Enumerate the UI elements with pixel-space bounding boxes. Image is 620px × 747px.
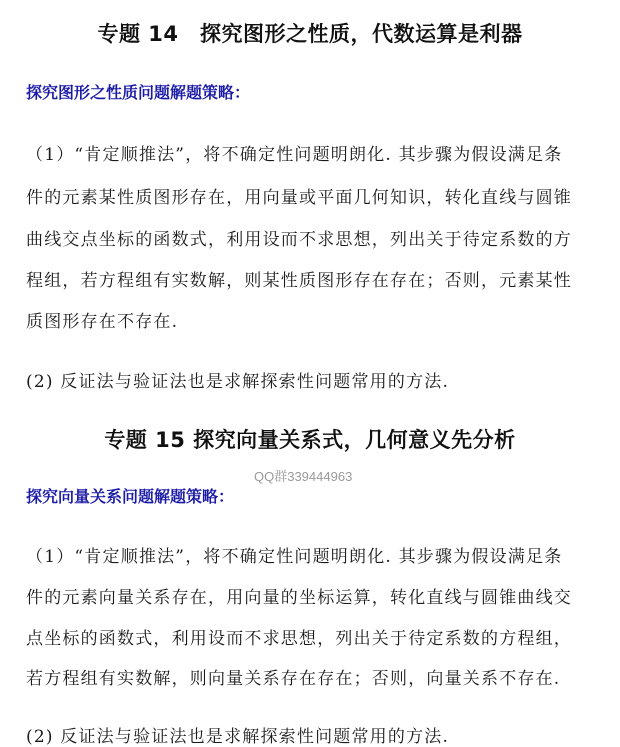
section-14-paragraph-2: (2) 反证法与验证法也是求解探索性问题常用的方法. — [26, 372, 450, 392]
section-15-paragraph-line: 若方程组有实数解，则向量关系存在存在；否则，向量关系不存在. — [26, 669, 561, 689]
section-15-paragraph-line: 点坐标的函数式，利用设而不求思想，列出关于待定系数的方程组， — [26, 629, 572, 649]
section-14-paragraph-line: 曲线交点坐标的函数式，利用设而不求思想，列出关于待定系数的方 — [26, 230, 572, 250]
section-14-paragraph-line: 质图形存在不存在. — [26, 312, 179, 332]
section-14-paragraph-line: 件的元素某性质图形存在，用向量或平面几何知识，转化直线与圆锥 — [26, 188, 572, 208]
section-15-paragraph-line: （1）“肯定顺推法”，将不确定性问题明朗化. 其步骤为假设满足条 — [26, 547, 563, 567]
section-15-paragraph-line: 件的元素向量关系存在，用向量的坐标运算，转化直线与圆锥曲线交 — [26, 588, 572, 608]
section-14-strategy-title: 探究图形之性质问题解题策略： — [26, 83, 251, 102]
section-14-paragraph-line: （1）“肯定顺推法”，将不确定性问题明朗化. 其步骤为假设满足条 — [26, 145, 563, 165]
section-15-paragraph-2: (2) 反证法与验证法也是求解探索性问题常用的方法. — [26, 727, 450, 747]
watermark-text: QQ群339444963 — [254, 469, 353, 484]
section-15-strategy-title: 探究向量关系问题解题策略： — [26, 487, 235, 506]
section-14-paragraph-line: 程组，若方程组有实数解，则某性质图形存在存在；否则，元素某性 — [26, 271, 572, 291]
section-14-title: 专题 14 探究图形之性质，代数运算是利器 — [97, 22, 523, 46]
section-15-title: 专题 15 探究向量关系式，几何意义先分析 — [104, 428, 516, 452]
